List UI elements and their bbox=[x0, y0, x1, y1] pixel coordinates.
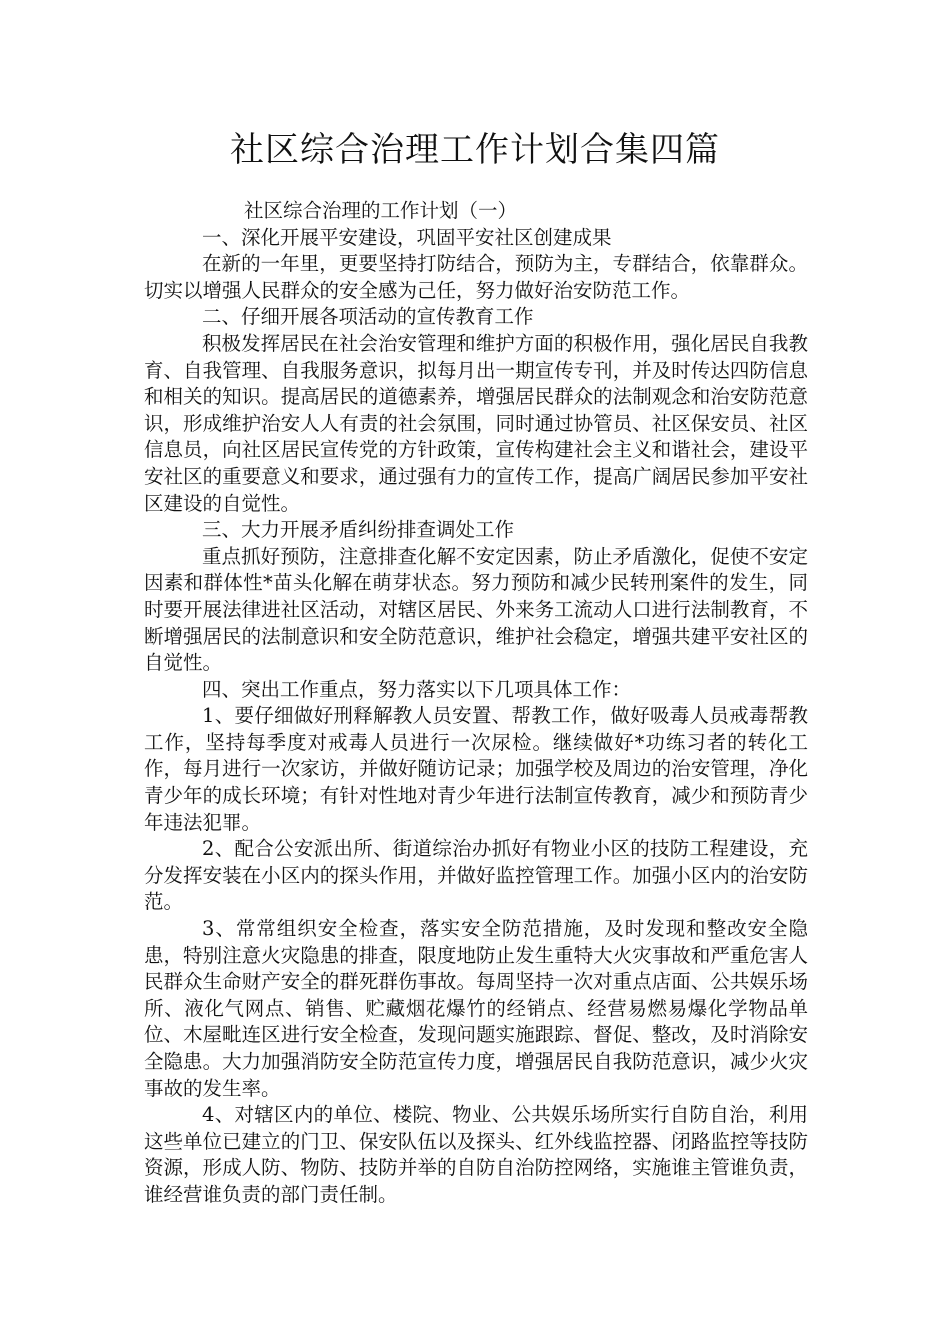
item-2: 2、配合公安派出所、街道综治办抓好有物业小区的技防工程建设，充分发挥安装在小区内的探头作用，并做好监控管理工作。加强小区内的治安防范。 bbox=[144, 837, 808, 914]
item-4: 4、对辖区内的单位、楼院、物业、公共娱乐场所实行自防自治，利用这些单位已建立的门卫、保安队伍以及探头、红外线监控器、闭路监控等技防资源，形成人防、物防、技防并举的自防自治防控网络，实施谁主管谁负责，谁经营谁负责的部门责任制。 bbox=[144, 1103, 808, 1206]
paragraph-3: 重点抓好预防，注意排查化解不安定因素，防止矛盾激化，促使不安定因素和群体性*苗头化解在萌芽状态。努力预防和减少民转刑案件的发生，同时要开展法律进社区活动，对辖区居民、外来务工流动人口进行法制教育，不断增强居民的法制意识和安全防范意识，维护社会稳定，增强共建平安社区的自觉性。 bbox=[144, 544, 808, 675]
heading-1: 一、深化开展平安建设，巩固平安社区创建成果 bbox=[202, 225, 612, 249]
heading-3: 三、大力开展矛盾纠纷排查调处工作 bbox=[202, 518, 515, 542]
section-subtitle: 社区综合治理的工作计划（一） bbox=[244, 199, 518, 222]
document-body bbox=[144, 198, 808, 1209]
document-title: 社区综合治理工作计划合集四篇 bbox=[230, 130, 720, 170]
item-1: 1、要仔细做好刑释解教人员安置、帮教工作，做好吸毒人员戒毒帮教工作，坚持每季度对戒毒人员进行一次尿检。继续做好*功练习者的转化工作，每月进行一次家访，并做好随访记录；加强学校及周边的治安管理，净化青少年的成长环境；有针对性地对青少年进行法制宣传教育，减少和预防青少年违法犯罪。 bbox=[144, 704, 808, 834]
paragraph-2: 积极发挥居民在社会治安管理和维护方面的积极作用，强化居民自我教育、自我管理、自我服务意识，拟每月出一期宣传专刊，并及时传达四防信息和相关的知识。提高居民的道德素养，增强居民群众的法制观念和治安防范意识，形成维护治安人人有责的社会氛围，同时通过协管员、社区保安员、社区信息员，向社区居民宣传党的方针政策，宣传构建社会主义和谐社会，建设平安社区的重要意义和要求，通过强有力的宣传工作，提高广阔居民参加平安社区建设的自觉性。 bbox=[144, 331, 808, 515]
item-3: 3、常常组织安全检查，落实安全防范措施，及时发现和整改安全隐患，特别注意火灾隐患的排查，限度地防止发生重特大火灾事故和严重危害人民群众生命财产安全的群死群伤事故。每周坚持一次对重点店面、公共娱乐场所、液化气网点、销售、贮藏烟花爆竹的经销点、经营易燃易爆化学物品单位、木屋毗连区进行安全检查，发现问题实施跟踪、督促、整改，及时消除安全隐患。大力加强消防安全防范宣传力度，增强居民自我防范意识，减少火灾事故的发生率。 bbox=[144, 917, 808, 1100]
heading-2: 二、仔细开展各项活动的宣传教育工作 bbox=[202, 305, 534, 329]
heading-4: 四、突出工作重点，努力落实以下几项具体工作： bbox=[202, 677, 632, 701]
paragraph-1: 在新的一年里，更要坚持打防结合，预防为主，专群结合，依靠群众。切实以增强人民群众的安全感为己任，努力做好治安防范工作。 bbox=[144, 252, 808, 302]
